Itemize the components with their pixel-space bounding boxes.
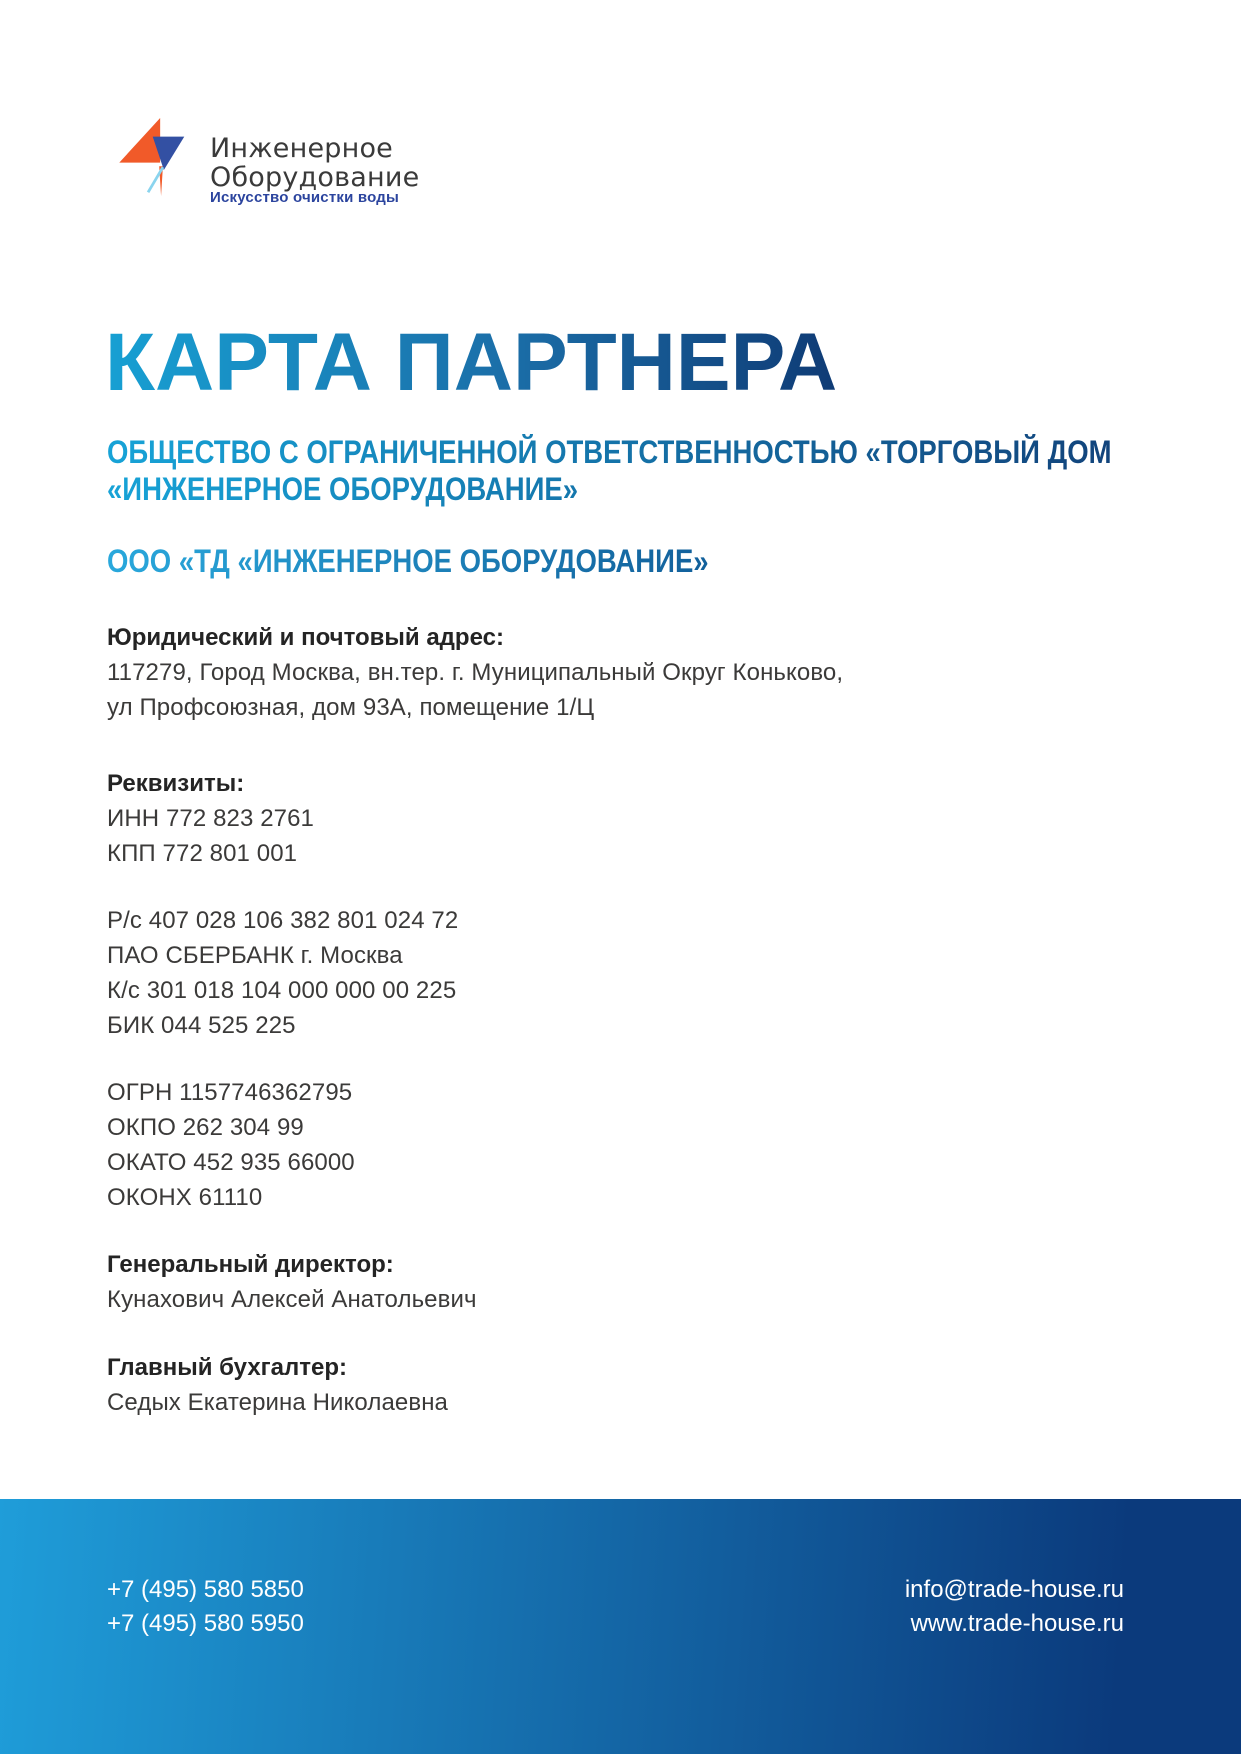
company-full-name-line1: ОБЩЕСТВО С ОГРАНИЧЕННОЙ ОТВЕТСТВЕННОСТЬЮ «ТОРГОВЫЙ ДОМ bbox=[107, 434, 1112, 470]
logo-name bbox=[210, 134, 419, 192]
codes-section bbox=[107, 1075, 355, 1215]
footer-web bbox=[905, 1573, 1124, 1641]
footer-phone-2: +7 (495) 580 5950 bbox=[107, 1610, 304, 1637]
footer-phone-1: +7 (495) 580 5850 bbox=[107, 1576, 304, 1603]
address-line2: ул Профсоюзная, дом 93А, помещение 1/Ц bbox=[107, 694, 595, 721]
accountant-name: Седых Екатерина Николаевна bbox=[107, 1389, 449, 1416]
requisites-label: Реквизиты: bbox=[107, 770, 245, 797]
footer bbox=[0, 1499, 1241, 1754]
director-name: Кунахович Алексей Анатольевич bbox=[107, 1286, 477, 1313]
okonh-value: ОКОНХ 61110 bbox=[107, 1184, 263, 1211]
address-section bbox=[107, 620, 843, 725]
okpo-value: ОКПО 262 304 99 bbox=[107, 1114, 304, 1141]
accountant-section bbox=[107, 1350, 448, 1420]
logo-name-line2: Оборудование bbox=[210, 162, 420, 193]
correspondent-account-value: К/с 301 018 104 000 000 00 225 bbox=[107, 977, 457, 1004]
logo-mark-icon bbox=[110, 112, 188, 202]
director-section bbox=[107, 1247, 477, 1317]
company-full-name bbox=[107, 434, 1112, 508]
inn-value: ИНН 772 823 2761 bbox=[107, 805, 314, 832]
logo-tagline: Искусство очистки воды bbox=[210, 189, 400, 206]
company-short-name: ООО «ТД «ИНЖЕНЕРНОЕ ОБОРУДОВАНИЕ» bbox=[107, 543, 709, 579]
footer-phones bbox=[107, 1573, 304, 1641]
settlement-account-value: Р/с 407 028 106 382 801 024 72 bbox=[107, 907, 459, 934]
footer-website: www.trade-house.ru bbox=[910, 1610, 1124, 1637]
accountant-label: Главный бухгалтер: bbox=[107, 1354, 348, 1381]
address-label: Юридический и почтовый адрес: bbox=[107, 624, 504, 651]
footer-email: info@trade-house.ru bbox=[904, 1576, 1124, 1603]
page-title: КАРТА ПАРТНЕРА bbox=[105, 317, 838, 408]
logo-name-line1: Инженерное bbox=[210, 133, 393, 164]
address-line1: 117279, Город Москва, вн.тер. г. Муниципальный Округ Коньково, bbox=[107, 659, 844, 686]
okato-value: ОКАТО 452 935 66000 bbox=[107, 1149, 355, 1176]
director-label: Генеральный директор: bbox=[107, 1251, 394, 1278]
kpp-value: КПП 772 801 001 bbox=[107, 840, 298, 867]
requisites-section bbox=[107, 766, 314, 871]
company-full-name-line2: «ИНЖЕНЕРНОЕ ОБОРУДОВАНИЕ» bbox=[107, 471, 579, 507]
bank-name: ПАО СБЕРБАНК г. Москва bbox=[107, 942, 403, 969]
bank-section bbox=[107, 903, 458, 1043]
bik-value: БИК 044 525 225 bbox=[107, 1012, 296, 1039]
ogrn-value: ОГРН 1157746362795 bbox=[107, 1079, 353, 1106]
